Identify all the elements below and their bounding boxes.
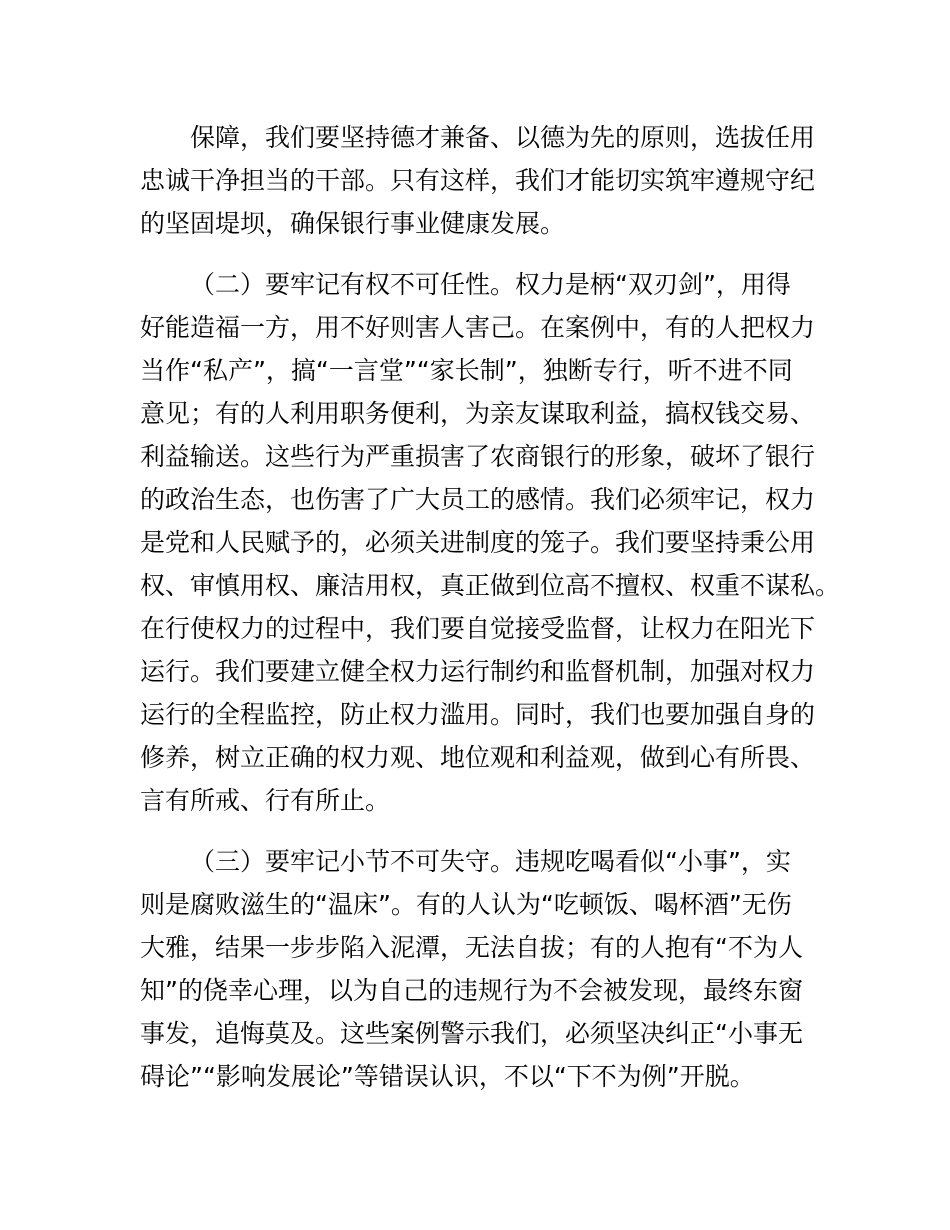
text-line: 权、审慎用权、廉洁用权，真正做到位高不擅权、权重不谋私。 <box>140 571 841 600</box>
paragraph-3 <box>140 840 812 1098</box>
text-line: 的政治生态，也伤害了广大员工的感情。我们必须牢记，权力 <box>140 485 816 514</box>
text-line: 言有所戒、行有所止。 <box>140 786 391 815</box>
text-line: 保障，我们要坚持德才兼备、以德为先的原则，选拔任用 <box>190 123 816 152</box>
text-line: 事发，追悔莫及。这些案例警示我们，必须坚决纠正“小事无 <box>140 1019 803 1048</box>
text-line: 大雅，结果一步步陷入泥潭，无法自拔；有的人抱有“不为人 <box>140 933 803 962</box>
text-line: 利益输送。这些行为严重损害了农商银行的形象，破坏了银行 <box>140 442 816 471</box>
text-line: （三）要牢记小节不可失守。违规吃喝看似“小事”，实 <box>190 847 791 876</box>
text-line: 是党和人民赋予的，必须关进制度的笼子。我们要坚持秉公用 <box>140 528 816 557</box>
text-line: 运行的全程监控，防止权力滥用。同时，我们也要加强自身的 <box>140 700 816 729</box>
text-line: 修养，树立正确的权力观、地位观和利益观，做到心有所畏、 <box>140 743 816 772</box>
paragraph-1 <box>140 116 816 245</box>
document-page <box>140 116 841 1098</box>
text-line: （二）要牢记有权不可任性。权力是柄“双刃剑”，用得 <box>190 270 791 299</box>
text-line: 则是腐败滋生的“温床”。有的人认为“吃顿饭、喝杯酒”无伤 <box>140 890 792 919</box>
text-line: 碍论”“影响发展论”等错误认识，不以“下不为例”开脱。 <box>140 1062 755 1091</box>
text-line: 运行。我们要建立健全权力运行制约和监督机制，加强对权力 <box>140 657 816 686</box>
text-line: 意见；有的人利用职务便利，为亲友谋取利益，搞权钱交易、 <box>140 399 816 428</box>
text-line: 的坚固堤坝，确保银行事业健康发展。 <box>140 209 566 238</box>
paragraph-2 <box>140 263 841 822</box>
text-line: 知”的侥幸心理，以为自己的违规行为不会被发现，最终东窗 <box>140 976 803 1005</box>
text-line: 当作“私产”，搞“一言堂”“家长制”，独断专行，听不进不同 <box>140 356 793 385</box>
text-line: 好能造福一方，用不好则害人害己。在案例中，有的人把权力 <box>140 313 816 342</box>
text-line: 在行使权力的过程中，我们要自觉接受监督，让权力在阳光下 <box>140 614 816 643</box>
text-line: 忠诚干净担当的干部。只有这样，我们才能切实筑牢遵规守纪 <box>140 166 816 195</box>
